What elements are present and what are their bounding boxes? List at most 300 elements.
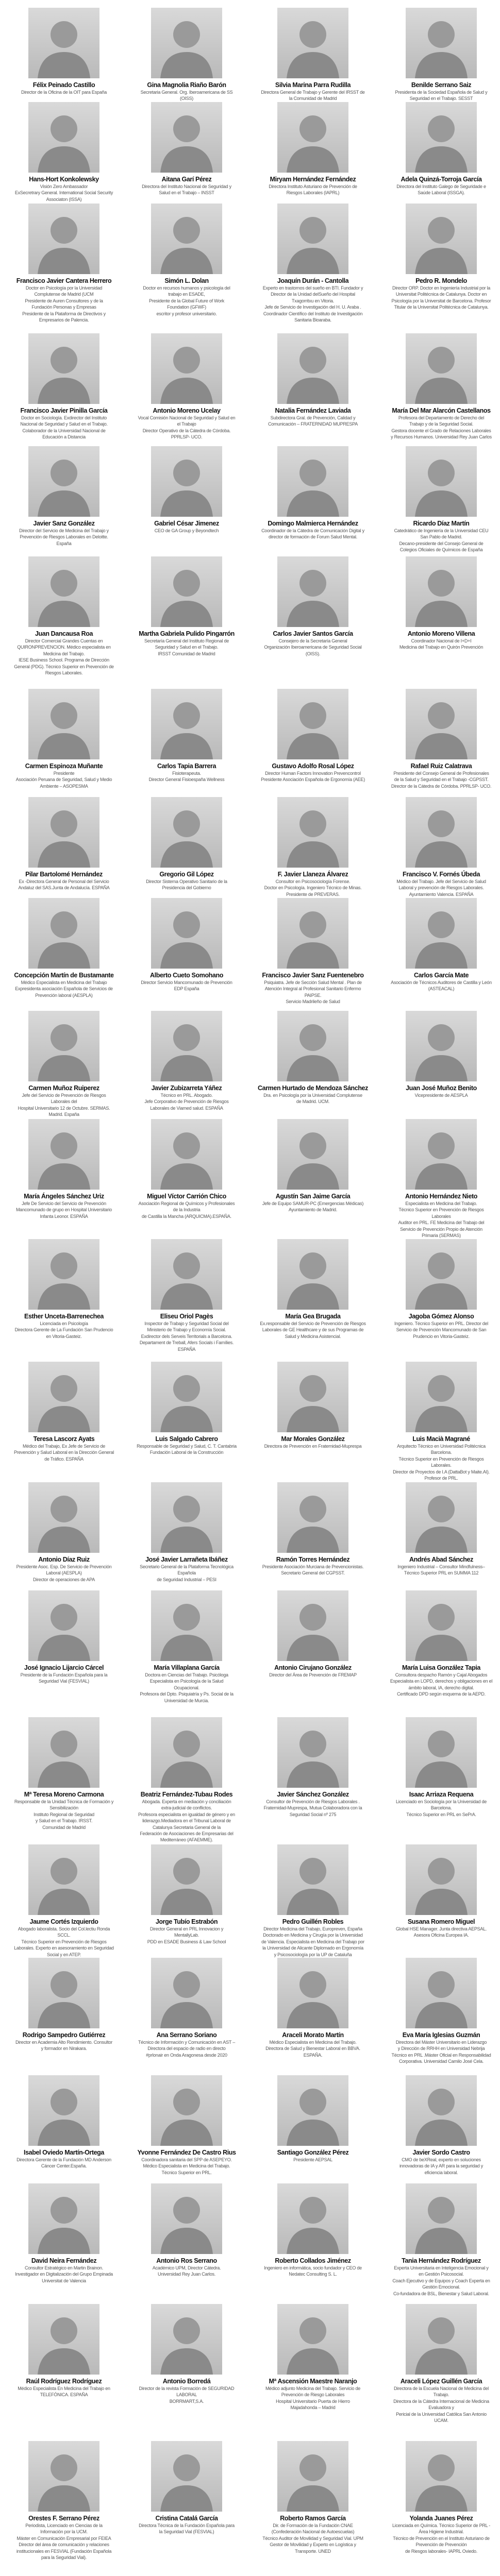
person-silhouette-icon	[151, 204, 222, 274]
speaker-photo	[277, 1011, 348, 1081]
speaker-name: Martha Gabriela Pulido Pingarrón	[139, 630, 235, 637]
speaker-role-line: Ayuntamiento Valencia. ESPAÑA	[409, 891, 474, 897]
speaker-photo	[151, 8, 222, 78]
speaker-photo	[28, 8, 99, 78]
person-silhouette-icon	[151, 1482, 222, 1553]
speaker-role-line: Gestor de Movilidad y Experto en Logística y	[270, 2542, 356, 2548]
speaker-role-line: institucionales en FESVIAL (Fundación Española	[16, 2548, 112, 2554]
speaker-role-line: Asesora Oficina Europea IA.	[413, 1933, 469, 1938]
speaker-card	[379, 556, 500, 651]
speaker-role-line: Andaluz del SAS.Junta de Andalucía. ESPAÑA	[18, 885, 110, 891]
speaker-name: Carmen Muñoz Ruiperez	[28, 1084, 99, 1092]
speaker-card	[251, 1011, 375, 1105]
speaker-role-line: ámbito laboral, IA, derecho digital.	[408, 1685, 474, 1690]
speaker-role-line: Asociación Regional de Químicos y Profesionales	[138, 1201, 235, 1206]
speaker-card	[124, 1239, 249, 1352]
speaker-role-line: Directora de Prevención en Fraternidad-Muprespa	[264, 1444, 362, 1449]
person-silhouette-icon	[28, 797, 99, 868]
speaker-role-line: Director Human Factors Innovation Prevencontrol	[265, 771, 361, 776]
speaker-role-line: Directora Gerente de La Fundación San Prudencio	[14, 1327, 113, 1333]
speaker-name: Miryam Hernández Fernández	[270, 176, 356, 183]
speaker-photo	[406, 797, 477, 868]
person-silhouette-icon	[28, 2183, 99, 2254]
speaker-role-line: PDD en ESADE Business & Law School	[147, 1939, 226, 1944]
speaker-role-line: Director de Proyectos de I.A (DattaBot y Maite.AI).	[393, 1469, 490, 1475]
speaker-photo	[28, 689, 99, 759]
person-silhouette-icon	[28, 1590, 99, 1661]
speaker-role-line: liderazgo.Mediadora en el Tribunal Laboral de	[142, 1818, 231, 1824]
speaker-role-line: Organización Iberoamericana de Seguridad Social	[264, 645, 362, 650]
speaker-role-line: Hospital Universitario Puerta de Hierro	[276, 2398, 350, 2404]
speaker-role-line: Médico Especialista en Medicina del Trabajo.	[143, 2163, 230, 2169]
person-silhouette-icon	[151, 2183, 222, 2254]
speaker-card	[251, 1482, 375, 1577]
person-silhouette-icon	[28, 1482, 99, 1553]
speaker-card	[379, 797, 500, 897]
speaker-role-line: Pericial de la Universidad Católica San Antonio	[396, 2411, 487, 2417]
person-silhouette-icon	[151, 1717, 222, 1788]
person-silhouette-icon	[28, 204, 99, 274]
speaker-photo	[28, 556, 99, 627]
speaker-role-line: Doctorado en Medicina y Cirugía por la Universidad	[263, 1933, 363, 1938]
speaker-role-line: Médico Especialista en Medicina del Trabajo.	[269, 2040, 357, 2045]
speaker-name: Jaume Cortés Izquierdo	[29, 1918, 98, 1925]
speaker-card	[2, 556, 126, 676]
speaker-name: Rafael Ruiz Calatrava	[410, 762, 472, 770]
speaker-role-line: Profesora especialista en igualdad de género y en	[138, 1811, 235, 1817]
person-silhouette-icon	[406, 1844, 477, 1915]
speaker-photo	[277, 1239, 348, 1310]
person-silhouette-icon	[277, 797, 348, 868]
speaker-role-line: Comunicación – FRATERNIDAD MUPRESPA	[268, 421, 358, 427]
speaker-role-line: Prevención de Riesgo Laborales	[281, 2392, 345, 2398]
speaker-role-line: Prevención y Salud Laboral en la Dirección General	[13, 1450, 114, 1455]
speaker-card	[251, 2183, 375, 2278]
speaker-role-line: Experto en trastornos del sueño en BTI. Fundador y	[262, 285, 363, 291]
speaker-card	[251, 1119, 375, 1213]
speaker-role-line: Técnico en PRL .Máster Oficial en Responsabilidad	[391, 2052, 491, 2058]
speaker-card	[2, 1119, 126, 1219]
speaker-name: Natalia Fernández Laviada	[275, 407, 351, 414]
person-silhouette-icon	[277, 1958, 348, 2028]
speaker-card	[2, 1590, 126, 1685]
speaker-name: Francisco V. Fornés Úbeda	[402, 871, 480, 878]
speaker-role-line: Infanta Leonor. ESPAÑA	[40, 1213, 88, 1219]
speaker-role-line: Coordinador Nacional de I+D+I	[411, 638, 472, 643]
speaker-role-line: Director en Academia Alto Rendimiento. Consultor	[15, 2040, 113, 2045]
speaker-role-line: Ex -Directora General de Personal del Servicio	[19, 879, 109, 884]
speaker-photo	[151, 1844, 222, 1915]
speaker-role-line: Presidente Asociación Murciana de Prevencionistas.	[262, 1564, 364, 1569]
speaker-card	[379, 204, 500, 311]
speaker-role-line: Consejero de la Secretaría General	[278, 638, 347, 643]
speaker-role-line: Txagorritxu en Vitoria.	[291, 298, 335, 303]
person-silhouette-icon	[28, 102, 99, 173]
speaker-role-line: Médico del Trabajo, Ex Jefe de Servicio de	[22, 1444, 106, 1449]
speaker-name: Félix Peinado Castillo	[32, 81, 95, 89]
speaker-card	[124, 8, 249, 102]
speaker-photo	[151, 102, 222, 173]
speaker-role-line: Jefe Corporativo de Prevención de Riesgos	[144, 1099, 229, 1105]
person-silhouette-icon	[151, 2441, 222, 2512]
person-silhouette-icon	[28, 446, 99, 517]
speaker-role-line: Madrid. España	[48, 1112, 79, 1117]
speaker-role-line: Gestora docente el Grado de Relaciones Laborales	[391, 428, 491, 433]
speaker-role-line: Jefe de Equipo SAMUR-PC (Emergencias Médicas)	[262, 1201, 364, 1206]
person-silhouette-icon	[277, 1119, 348, 1190]
speaker-role-line: la Seguridad Vial (FESVIAL)	[159, 2529, 214, 2535]
person-silhouette-icon	[277, 1362, 348, 1432]
speaker-name: Alberto Cueto Somohano	[150, 972, 223, 979]
speaker-card	[379, 1239, 500, 1340]
speaker-role-line: Abogada. Experta en mediación y conciliación	[142, 1799, 231, 1804]
speaker-name: Antonio Díaz Ruiz	[38, 1556, 90, 1563]
person-silhouette-icon	[28, 2441, 99, 2512]
speaker-name: Rodrigo Sampedro Gutiérrez	[22, 2031, 106, 2039]
speaker-name: Gregorio Gil López	[159, 871, 214, 878]
person-silhouette-icon	[277, 446, 348, 517]
speaker-card	[379, 1011, 500, 1098]
speaker-role-line: Académico UPM, Director Cátedra.	[152, 2265, 221, 2270]
speaker-role-line: Director de la revista Formación de SEGURIDAD	[139, 2386, 235, 2391]
speaker-card	[2, 2304, 126, 2398]
speaker-role-line: Dir. de Formación de la Fundación CNAE	[273, 2523, 353, 2528]
speaker-role-line: Directora del Máster Universitario en Liderazgo	[395, 2040, 487, 2045]
speaker-card	[2, 1958, 126, 2052]
speaker-role-line: Técnico de Prevención en el Instituto Asturiano de	[393, 2535, 490, 2541]
speaker-photo	[277, 556, 348, 627]
person-silhouette-icon	[28, 1362, 99, 1432]
speaker-role-line: Ayuntamiento de Madrid.	[288, 1207, 338, 1213]
person-silhouette-icon	[28, 2075, 99, 2146]
speaker-role-line: Fisioterapeuta.	[172, 771, 201, 776]
speaker-card	[124, 1590, 249, 1704]
speaker-role-line: Seguridad en el Trabajo. SESST	[409, 96, 473, 101]
speaker-card	[379, 102, 500, 196]
speaker-role-line: Fundación Laboral de la Construcción	[149, 1450, 224, 1455]
speaker-card	[124, 2183, 249, 2278]
speaker-role-line: Director de la Unidad delSueño del Hospital	[271, 292, 355, 297]
speaker-role-line: Información por la UCM.	[40, 2529, 88, 2535]
speaker-role-line: la Universidad de Alicante Diplomado en Ergonomía	[262, 1945, 363, 1951]
speaker-name: Francisco Javier Sanz Fuentenebro	[262, 972, 364, 979]
person-silhouette-icon	[28, 1011, 99, 1081]
speaker-card	[2, 1717, 126, 1831]
speaker-role-line: Directora del espacio de radio en directo	[147, 2046, 226, 2052]
speaker-role-line: Director de la Cátedra de Córdoba. PPRLSP- UCO.	[391, 783, 492, 789]
speaker-role-line: Director Sistema Operativo Sanitario de la	[146, 879, 227, 884]
speaker-role-line: Seguridad Vial (FESVIAL)	[39, 1679, 89, 1684]
person-silhouette-icon	[28, 1239, 99, 1310]
speaker-card	[2, 2441, 126, 2561]
speaker-role-line: Investigador en Digitalización del Grupo Empinada	[15, 2272, 113, 2277]
speaker-card	[251, 1362, 375, 1449]
speaker-role-line: Director Operativo de la Cátedra de Córdoba.	[142, 428, 231, 433]
speaker-card	[124, 2441, 249, 2535]
speaker-name: Yolanda Juanes Pérez	[409, 2515, 473, 2522]
speaker-role-line: de la Salud y Seguridad en el Trabajo -CGPSST.	[394, 777, 489, 783]
speaker-role-line: Presidente de la Plataforma de Directivos y	[22, 311, 106, 316]
speaker-card	[124, 556, 249, 657]
speaker-photo	[406, 2441, 477, 2512]
speaker-name: Francisco Javier Cantera Herrero	[16, 277, 112, 284]
speaker-role-line: Experta Universitaria en Inteligencia Emocional y	[394, 2265, 489, 2270]
person-silhouette-icon	[28, 1958, 99, 2028]
speaker-role-line: Doctor en Sociología. Exdirector del Instituto	[21, 415, 107, 420]
speaker-role-line: Global HSE Manager. Junta directiva AEPSAL.	[395, 1926, 487, 1931]
speaker-card	[379, 333, 500, 440]
speaker-name: María Villaplana García	[154, 1664, 220, 1671]
speaker-role-line: Salud en el Trabajo – INSST	[159, 190, 214, 196]
speaker-role-line: Vicepresidente de AESPLA	[414, 1093, 468, 1098]
speaker-role-line: Consultor de Prevención de Riesgos Laborales .	[266, 1799, 360, 1804]
speaker-card	[251, 797, 375, 897]
speaker-role-line: Laborales de Viamed salud. ESPAÑA	[150, 1105, 223, 1111]
person-silhouette-icon	[28, 898, 99, 969]
speaker-photo	[28, 333, 99, 404]
person-silhouette-icon	[406, 689, 477, 759]
speaker-name: Javier Sordo Castro	[412, 2149, 470, 2156]
speaker-role-line: EDP España	[174, 986, 199, 992]
person-silhouette-icon	[28, 556, 99, 627]
person-silhouette-icon	[406, 1590, 477, 1661]
speaker-name: Andrés Abad Sánchez	[409, 1556, 473, 1563]
speaker-role-line: Responsable de Seguridad y Salud, C. T. Cantabria	[137, 1444, 237, 1449]
speaker-role-line: Fraternidad-Muprespa, Mutua Colaboradora con la	[263, 1805, 362, 1811]
speaker-role-line: Coordinadora sanitaria del SPP de ASEPEYO.	[141, 2157, 232, 2162]
speaker-card	[2, 102, 126, 202]
speaker-photo	[151, 1717, 222, 1788]
speaker-role-line: Presidente de la Global Future of Work	[149, 298, 224, 303]
speaker-card	[379, 446, 500, 553]
speaker-role-line: trabajo en ESADE,	[168, 292, 205, 297]
person-silhouette-icon	[151, 102, 222, 173]
speaker-role-line: Empresarios de Palencia.	[39, 317, 89, 323]
speaker-role-line: Área Higiene Industrial.	[419, 2529, 464, 2535]
speaker-card	[124, 204, 249, 317]
person-silhouette-icon	[277, 2075, 348, 2146]
speaker-photo	[151, 1590, 222, 1661]
speaker-name: Javier Sánchez González	[277, 1791, 349, 1798]
speaker-card	[379, 1590, 500, 1698]
speaker-role-line: Comunidad de Madrid	[42, 1824, 86, 1830]
speaker-photo	[277, 2183, 348, 2254]
speaker-role-line: España	[56, 540, 72, 546]
person-silhouette-icon	[28, 333, 99, 404]
speaker-role-line: CEO de GA Group y Beyondtech	[154, 528, 219, 533]
speaker-name: Simón L. Dolan	[164, 277, 209, 284]
speaker-role-line: de la Industria	[173, 1207, 201, 1213]
speaker-role-line: Sensibilización	[49, 1805, 78, 1811]
person-silhouette-icon	[151, 689, 222, 759]
speaker-photo	[277, 1958, 348, 2028]
speaker-photo	[151, 446, 222, 517]
speaker-role-line: Técnico Superior PRL en SUMMA 112	[404, 1570, 479, 1576]
speaker-role-line: Responsable de la Unidad Técnica de Formación y	[14, 1799, 114, 1804]
speaker-role-line: Técnico de Información y Comunicación en AST –	[138, 2040, 235, 2045]
speaker-role-line: Catalunya Secretaria General de la	[152, 1824, 221, 1830]
speaker-name: Antonio Borredá	[162, 2378, 211, 2385]
speaker-role-line: Universidad de Murcia.	[164, 1698, 209, 1703]
speaker-role-line: Universidad Rey Juan Carlos.	[157, 2272, 216, 2277]
speaker-card	[251, 8, 375, 102]
speaker-name: Mª Teresa Moreno Carmona	[24, 1791, 104, 1798]
speaker-role-line: Director Servicio Mancomunado de Prevención	[141, 980, 232, 985]
speaker-photo	[406, 1717, 477, 1788]
speaker-role-line: Técnico Superior en Prevención de Riesgos	[398, 1207, 484, 1213]
speaker-role-line: Universitat de Valencia	[42, 2278, 86, 2283]
speaker-name: Javier Sanz González	[33, 520, 95, 527]
speaker-card	[124, 102, 249, 196]
speaker-name: Domingo Malmierca Hernández	[268, 520, 358, 527]
speaker-role-line: Licenciado en Sociología por la Universidad de	[395, 1799, 487, 1804]
speaker-role-line: Especialista en Medicina del Trabajo.	[405, 1201, 477, 1206]
speaker-role-line: Arquitecto Técnico en Universidad Politécnica	[397, 1444, 486, 1449]
speaker-role-line: Associaton (ISSA)	[46, 196, 82, 202]
speaker-card	[2, 1844, 126, 1958]
person-silhouette-icon	[151, 556, 222, 627]
speaker-name: Raúl Rodríguez Rodríguez	[26, 2378, 102, 2385]
speaker-role-line: Educación a Distancia	[42, 434, 86, 440]
speaker-name: Luis Salgado Cabrero	[155, 1435, 218, 1443]
speaker-role-line: Primaria (SERMAS)	[422, 1233, 461, 1239]
speaker-role-line: Presidente de Auren Consultores y de la	[25, 298, 103, 303]
speaker-role-line: y Salud en el Trabajo. IRSST.	[35, 1818, 93, 1824]
speaker-role-line: Servicio de Prevención Mancomunado de San	[396, 1327, 487, 1333]
speaker-role-line: Subdirectora Gral. de Prevención, Calidad y	[270, 415, 356, 420]
speaker-photo	[406, 689, 477, 759]
speaker-role-line: Ex.responsable del Servicio de Prevención de Riesgos	[260, 1321, 366, 1326]
person-silhouette-icon	[151, 1590, 222, 1661]
speaker-name: Antonio Moreno Ucelay	[153, 407, 221, 414]
speaker-card	[2, 2183, 126, 2284]
speaker-card	[2, 446, 126, 547]
person-silhouette-icon	[28, 2304, 99, 2375]
speaker-name: Isaac Arriaza Requena	[409, 1791, 474, 1798]
speaker-name: Antonio Cirujano González	[274, 1664, 352, 1671]
person-silhouette-icon	[151, 1011, 222, 1081]
person-silhouette-icon	[406, 446, 477, 517]
speaker-name: Francisco Javier Pinilla García	[20, 407, 108, 414]
speaker-role-line: Social y en ATEP.	[47, 1952, 81, 1957]
speaker-photo	[406, 1482, 477, 1553]
speaker-photo	[277, 204, 348, 274]
speaker-role-line: Servicio de Prevención Propio de Atención	[400, 1226, 482, 1232]
speaker-role-line: Técnico en PRL. Abogado.	[160, 1093, 213, 1098]
speaker-card	[379, 2183, 500, 2297]
speaker-card	[379, 1362, 500, 1481]
speaker-role-line: Seguridad Social nº 275	[289, 1811, 337, 1817]
speaker-role-line: Director Comercial Grandes Cuentas en	[25, 638, 103, 643]
speaker-card	[379, 689, 500, 789]
speaker-photo	[28, 1717, 99, 1788]
speaker-photo	[277, 1362, 348, 1432]
speaker-photo	[151, 2304, 222, 2375]
speaker-name: Orestes F. Serrano Pérez	[28, 2515, 99, 2522]
speaker-role-line: MentallyLab.	[174, 1933, 199, 1938]
speaker-role-line: Médico del Trabajo. Jefe del Servicio de Salud	[396, 879, 486, 884]
speaker-role-line: Consultor en Psicosociología Forense.	[275, 879, 351, 884]
speaker-photo	[406, 446, 477, 517]
speaker-card	[379, 1717, 500, 1818]
speaker-role-line: Director del Área de Prevención de FREMAP	[269, 1672, 357, 1677]
speaker-name: Eliseu Oriol Pagès	[160, 1313, 213, 1320]
speaker-card	[251, 1717, 375, 1818]
person-silhouette-icon	[151, 446, 222, 517]
speaker-role-line: Máster en Comunicación Empresarial por FEIEA	[16, 2535, 111, 2541]
speaker-card	[124, 689, 249, 783]
speaker-name: Ricardo Díaz Martín	[413, 520, 470, 527]
speaker-photo	[151, 333, 222, 404]
speaker-name: Santiago González Pérez	[277, 2149, 349, 2156]
speaker-role-line: Médico Especialista En Medicina del Trabajo en	[18, 2386, 110, 2391]
person-silhouette-icon	[406, 556, 477, 627]
person-silhouette-icon	[277, 2304, 348, 2375]
speaker-role-line: Ingeniero Industrial – Consultor Mindfulness–	[397, 1564, 485, 1569]
speaker-role-line: Inspector de Trabajo y Seguridad Social del	[144, 1321, 229, 1326]
person-silhouette-icon	[406, 797, 477, 868]
speaker-role-line: Prudencio en Vitoria-Gasteiz.	[413, 1333, 470, 1339]
person-silhouette-icon	[28, 8, 99, 78]
speaker-card	[251, 204, 375, 323]
speaker-role-line: Profesora del Dpto. Psiquiatría y Ps. Social de la	[140, 1691, 234, 1697]
speaker-card	[2, 1482, 126, 1583]
person-silhouette-icon	[406, 2304, 477, 2375]
speaker-card	[124, 1362, 249, 1456]
speaker-name: Carlos García Mate	[413, 972, 469, 979]
speaker-role-line: de Valencia. Especialista en Medicina del Trabajo por	[261, 1939, 364, 1944]
person-silhouette-icon	[151, 2075, 222, 2146]
speaker-name: Aitana Garí Pérez	[161, 176, 212, 183]
person-silhouette-icon	[151, 898, 222, 969]
speaker-role-line: Riesgos Laborales.	[45, 670, 83, 676]
speaker-role-line: Departament de Treball, Afers Socials i Famílies.	[139, 1340, 234, 1346]
speaker-role-line: Riesgos Laborales (IAPRL)	[286, 190, 340, 196]
speaker-role-line: Medicina del Trabajo en Quirón Prevención	[399, 645, 484, 650]
speaker-role-line: extra-judicial de conflictos.	[161, 1805, 212, 1811]
speaker-role-line: (OISS)	[179, 96, 193, 101]
speaker-name: Antonio Moreno Villena	[407, 630, 475, 637]
speaker-role-line: ExSecretrary General. International Social Security	[14, 190, 113, 196]
speaker-role-line: innovadoras de IA y AR para la seguridad y	[399, 2163, 484, 2169]
speaker-card	[379, 1119, 500, 1239]
speaker-role-line: Doctor en Psicología por la Universidad	[25, 285, 103, 291]
speaker-photo	[406, 2183, 477, 2254]
speaker-card	[379, 1844, 500, 1939]
speaker-card	[2, 797, 126, 891]
speaker-role-line: Directora Gerente de la Fundación MD Anderson	[16, 2157, 111, 2162]
person-silhouette-icon	[277, 2183, 348, 2254]
speaker-role-line: Presidencia del Gobierno	[162, 885, 211, 891]
speaker-name: Yvonne Fernández De Castro Rius	[137, 2149, 236, 2156]
speaker-role-line: Directora Técnica de la Fundación Española para	[139, 2523, 235, 2528]
speaker-role-line: Presidenta de la Sociedad Española de Salud y	[395, 90, 488, 95]
speaker-photo	[277, 898, 348, 969]
person-silhouette-icon	[151, 1119, 222, 1190]
speaker-name: Isabel Oviedo Martín-Ortega	[24, 2149, 104, 2156]
speaker-card	[379, 898, 500, 992]
speaker-role-line: Director del área de comunicación y relaciones	[19, 2542, 109, 2548]
speaker-role-line: Laborales	[431, 1213, 451, 1219]
speaker-role-line: Seguridad y Salud en el Trabajo.	[155, 645, 219, 650]
speaker-name: Carmen Espinoza Muñante	[25, 762, 103, 770]
speaker-card	[251, 1239, 375, 1340]
speaker-name: F. Javier Llaneza Álvarez	[277, 871, 348, 878]
speaker-role-line: de Riesgos laborales- IAPRL Oviedo.	[405, 2548, 477, 2554]
speaker-role-line: de Seguridad Industrial – PESI	[157, 1577, 216, 1582]
speaker-role-line: Saúde Laboral (ISSGA).	[418, 190, 465, 196]
speaker-photo	[28, 797, 99, 868]
